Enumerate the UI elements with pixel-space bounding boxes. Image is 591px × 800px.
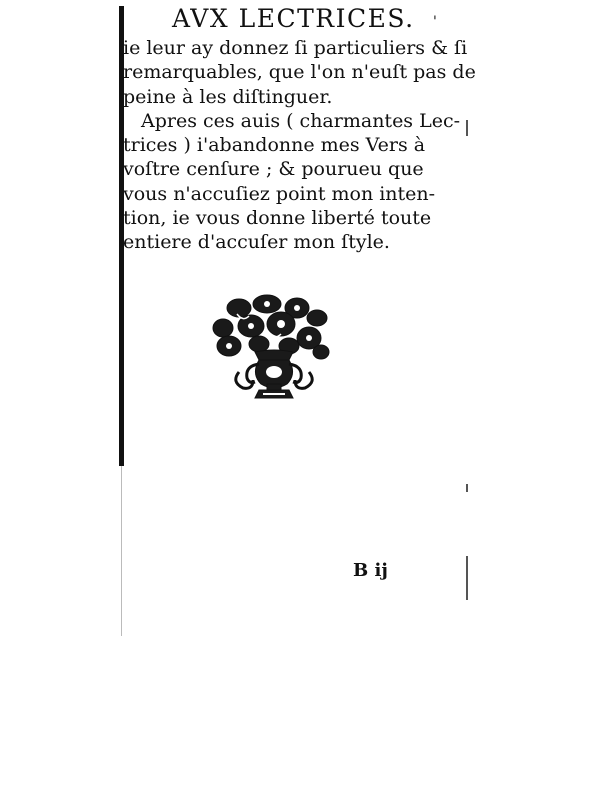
- text-line: vous n'accuſiez point mon inten-: [123, 182, 436, 205]
- text-line: remarquables, que l'on n'euſt pas de: [123, 61, 476, 84]
- text-line: entiere d'accuſer mon ſtyle.: [123, 231, 390, 254]
- margin-mark: [466, 484, 468, 492]
- margin-mark: [466, 556, 468, 600]
- margin-mark: [466, 120, 468, 136]
- signature-mark: B ij: [353, 560, 388, 581]
- text-line: trices ) i'abandonne mes Vers à: [123, 134, 426, 157]
- flower-vase-fleuron-icon: [209, 294, 339, 404]
- text-line: Apres ces auis ( charmantes Lec-: [141, 109, 461, 132]
- body-text: [123, 36, 476, 255]
- text-line: tion, ie vous donne liberté toute: [123, 207, 432, 230]
- text-line: peine à les diſtinguer.: [123, 85, 333, 108]
- binding-edge-faint: [121, 466, 122, 636]
- text-line: voſtre cenſure ; & pourueu que: [123, 158, 424, 181]
- running-head: AVX LECTRICES.: [172, 4, 415, 33]
- text-line: ie leur ay donnez ſi particuliers & ſi: [123, 37, 468, 59]
- stray-ink-mark: ': [433, 14, 437, 30]
